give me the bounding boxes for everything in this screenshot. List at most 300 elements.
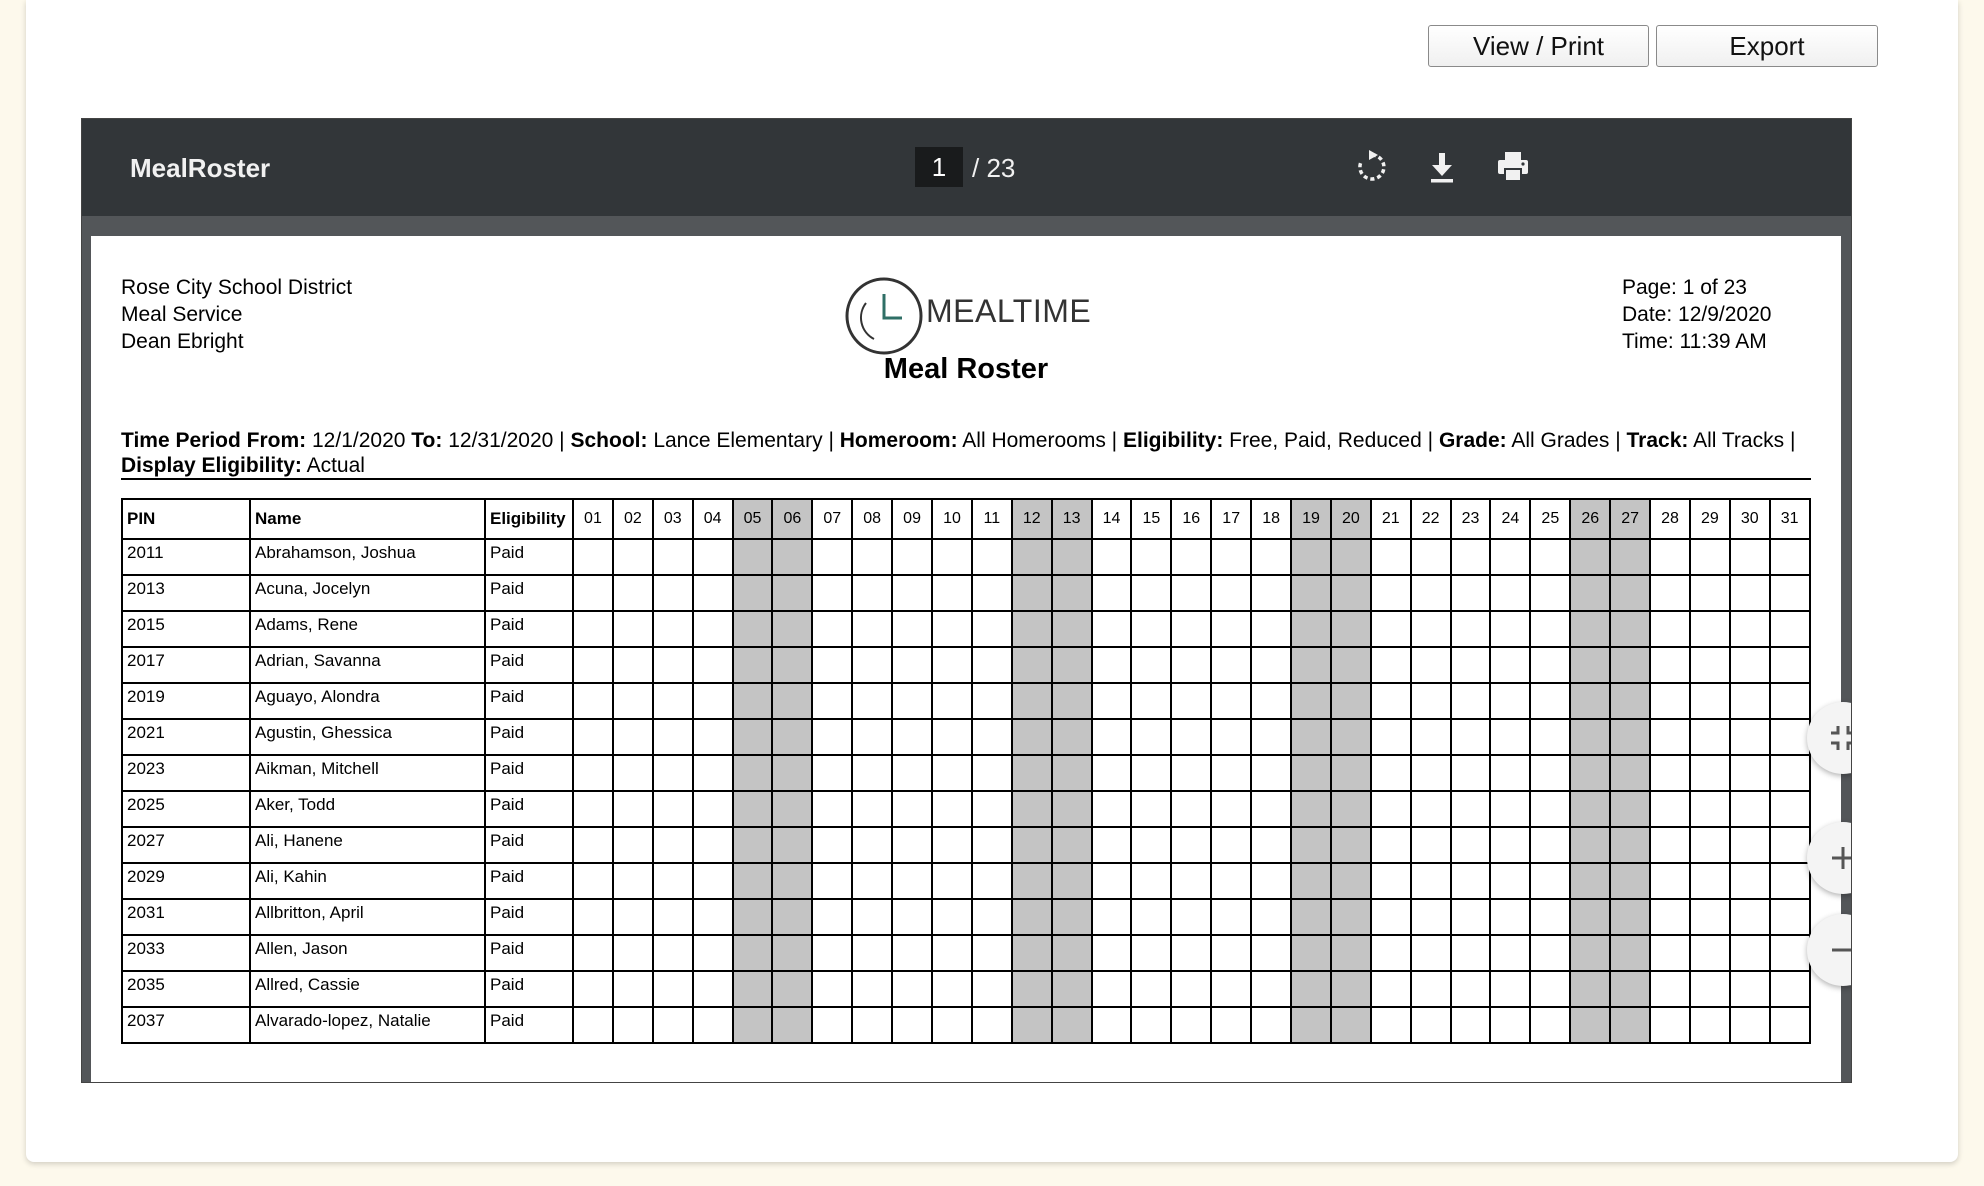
meal-cell: [1371, 791, 1411, 827]
meal-cell: [1530, 827, 1570, 863]
meal-cell: [1211, 719, 1251, 755]
student-name: Adams, Rene: [250, 611, 485, 647]
meal-cell: [1012, 755, 1052, 791]
day-header: 29: [1690, 499, 1730, 539]
meal-cell: [1251, 971, 1291, 1007]
meal-cell: [1730, 1007, 1770, 1043]
meal-cell: [772, 935, 812, 971]
meal-cell: [1211, 791, 1251, 827]
meal-cell: [852, 683, 892, 719]
meal-cell: [1012, 899, 1052, 935]
meal-cell: [1131, 899, 1171, 935]
meal-cell: [613, 755, 653, 791]
document-title: MealRoster: [130, 153, 271, 183]
meal-cell: [653, 863, 693, 899]
meal-cell: [812, 647, 852, 683]
meal-cell: [653, 683, 693, 719]
meal-cell: [1052, 539, 1092, 575]
meal-cell: [1211, 683, 1251, 719]
meal-cell: [1650, 863, 1690, 899]
meal-cell: [932, 791, 972, 827]
meal-cell: [1092, 935, 1132, 971]
meal-cell: [1251, 683, 1291, 719]
meal-cell: [1451, 683, 1491, 719]
meal-cell: [1730, 755, 1770, 791]
meal-cell: [1451, 827, 1491, 863]
print-icon[interactable]: [1493, 147, 1533, 187]
meal-cell: [1730, 647, 1770, 683]
meal-cell: [1211, 755, 1251, 791]
table-row: [122, 539, 1810, 575]
meal-cell: [972, 575, 1012, 611]
meal-cell: [812, 899, 852, 935]
meal-cell: [1131, 539, 1171, 575]
table-row: [122, 683, 1810, 719]
meal-cell: [932, 683, 972, 719]
meal-cell: [1291, 755, 1331, 791]
meal-cell: [1211, 827, 1251, 863]
meal-cell: [1012, 539, 1052, 575]
meal-cell: [1251, 935, 1291, 971]
student-name: Abrahamson, Joshua: [250, 539, 485, 575]
meal-cell: [1451, 575, 1491, 611]
meal-cell: [733, 863, 773, 899]
meal-cell: [1770, 863, 1810, 899]
meal-cell: [1331, 863, 1371, 899]
meal-cell: [733, 935, 773, 971]
meal-cell: [733, 755, 773, 791]
table-row: [122, 971, 1810, 1007]
student-eligibility: Paid: [485, 575, 573, 611]
meal-cell: [733, 899, 773, 935]
meal-cell: [1331, 1007, 1371, 1043]
student-pin: 2027: [122, 827, 250, 863]
meal-cell: [1610, 863, 1650, 899]
meal-cell: [932, 611, 972, 647]
meal-cell: [573, 647, 613, 683]
meal-cell: [613, 899, 653, 935]
meal-cell: [1092, 683, 1132, 719]
meal-cell: [1490, 827, 1530, 863]
student-eligibility: Paid: [485, 899, 573, 935]
meal-cell: [1690, 575, 1730, 611]
meal-cell: [892, 935, 932, 971]
day-header: 14: [1092, 499, 1132, 539]
meal-cell: [932, 863, 972, 899]
meal-cell: [1610, 647, 1650, 683]
meal-cell: [1530, 1007, 1570, 1043]
meal-cell: [1490, 1007, 1530, 1043]
meal-cell: [1451, 719, 1491, 755]
meal-cell: [932, 971, 972, 1007]
meal-cell: [1451, 611, 1491, 647]
meal-cell: [733, 719, 773, 755]
meal-cell: [1171, 899, 1211, 935]
student-name: Aker, Todd: [250, 791, 485, 827]
pdf-viewer: [81, 118, 1852, 1083]
meal-cell: [1331, 827, 1371, 863]
meal-cell: [1411, 683, 1451, 719]
meal-cell: [733, 827, 773, 863]
meal-cell: [932, 935, 972, 971]
meal-cell: [1052, 611, 1092, 647]
meal-cell: [733, 1007, 773, 1043]
meal-cell: [932, 755, 972, 791]
meal-cell: [1730, 719, 1770, 755]
viewer-toolbar: [82, 119, 1851, 216]
report-date: Date: 12/9/2020: [1622, 303, 1772, 326]
meal-cell: [1530, 971, 1570, 1007]
meal-cell: [1411, 863, 1451, 899]
meal-cell: [772, 1007, 812, 1043]
meal-cell: [1211, 611, 1251, 647]
meal-cell: [1530, 791, 1570, 827]
student-pin: 2023: [122, 755, 250, 791]
student-name: Ali, Kahin: [250, 863, 485, 899]
meal-cell: [1770, 575, 1810, 611]
page-number-input[interactable]: 1: [915, 147, 963, 187]
meal-cell: [812, 719, 852, 755]
meal-cell: [1770, 971, 1810, 1007]
table-row: [122, 611, 1810, 647]
student-eligibility: Paid: [485, 827, 573, 863]
day-header: 09: [892, 499, 932, 539]
meal-cell: [733, 791, 773, 827]
meal-cell: [613, 827, 653, 863]
meal-cell: [1012, 791, 1052, 827]
meal-cell: [772, 611, 812, 647]
meal-cell: [1530, 719, 1570, 755]
meal-cell: [573, 539, 613, 575]
meal-cell: [892, 827, 932, 863]
meal-cell: [1770, 539, 1810, 575]
table-row: [122, 575, 1810, 611]
day-header: 27: [1610, 499, 1650, 539]
meal-cell: [1331, 971, 1371, 1007]
meal-cell: [1570, 863, 1610, 899]
report-page: [91, 236, 1841, 1083]
meal-cell: [613, 971, 653, 1007]
meal-cell: [573, 971, 613, 1007]
meal-cell: [1331, 791, 1371, 827]
meal-cell: [1171, 863, 1211, 899]
meal-cell: [1092, 791, 1132, 827]
meal-cell: [1451, 935, 1491, 971]
meal-cell: [1052, 683, 1092, 719]
student-pin: 2033: [122, 935, 250, 971]
meal-cell: [1371, 647, 1411, 683]
meal-cell: [1610, 683, 1650, 719]
meal-cell: [892, 899, 932, 935]
meal-cell: [1131, 1007, 1171, 1043]
meal-cell: [772, 719, 812, 755]
meal-cell: [1171, 827, 1211, 863]
meal-cell: [693, 719, 733, 755]
meal-cell: [1331, 611, 1371, 647]
meal-cell: [1451, 971, 1491, 1007]
meal-cell: [1171, 611, 1211, 647]
student-name: Agustin, Ghessica: [250, 719, 485, 755]
meal-cell: [1131, 935, 1171, 971]
meal-cell: [892, 1007, 932, 1043]
meal-cell: [772, 575, 812, 611]
meal-cell: [1570, 575, 1610, 611]
day-header: 08: [852, 499, 892, 539]
meal-cell: [613, 539, 653, 575]
day-header: 05: [733, 499, 773, 539]
meal-cell: [693, 575, 733, 611]
report-time: Time: 11:39 AM: [1622, 330, 1767, 353]
meal-cell: [1530, 899, 1570, 935]
meal-cell: [1650, 539, 1690, 575]
meal-cell: [573, 935, 613, 971]
day-header: 12: [1012, 499, 1052, 539]
meal-cell: [1451, 791, 1491, 827]
student-eligibility: Paid: [485, 647, 573, 683]
meal-cell: [1530, 755, 1570, 791]
table-row: [122, 863, 1810, 899]
student-eligibility: Paid: [485, 719, 573, 755]
student-name: Allred, Cassie: [250, 971, 485, 1007]
student-name: Acuna, Jocelyn: [250, 575, 485, 611]
meal-cell: [1650, 935, 1690, 971]
meal-cell: [1251, 899, 1291, 935]
meal-cell: [1730, 539, 1770, 575]
meal-cell: [1291, 863, 1331, 899]
table-row: [122, 719, 1810, 755]
meal-cell: [1490, 863, 1530, 899]
meal-cell: [1411, 899, 1451, 935]
meal-cell: [1650, 611, 1690, 647]
zoom-in-icon: [1827, 842, 1852, 874]
student-pin: 2017: [122, 647, 250, 683]
meal-cell: [1610, 719, 1650, 755]
meal-cell: [1331, 755, 1371, 791]
meal-cell: [892, 683, 932, 719]
meal-cell: [892, 719, 932, 755]
day-header: 04: [693, 499, 733, 539]
meal-cell: [1331, 719, 1371, 755]
meal-cell: [1770, 1007, 1810, 1043]
meal-cell: [1690, 755, 1730, 791]
meal-cell: [613, 647, 653, 683]
meal-cell: [1012, 935, 1052, 971]
meal-cell: [1171, 971, 1211, 1007]
meal-cell: [693, 611, 733, 647]
meal-cell: [1650, 719, 1690, 755]
meal-cell: [1052, 755, 1092, 791]
meal-cell: [1770, 755, 1810, 791]
meal-cell: [693, 647, 733, 683]
meal-cell: [1251, 755, 1291, 791]
meal-cell: [1211, 539, 1251, 575]
meal-cell: [812, 1007, 852, 1043]
meal-cell: [1451, 539, 1491, 575]
meal-cell: [1690, 539, 1730, 575]
meal-cell: [1092, 719, 1132, 755]
meal-cell: [1171, 791, 1211, 827]
day-header: 19: [1291, 499, 1331, 539]
meal-cell: [852, 935, 892, 971]
meal-cell: [1371, 611, 1411, 647]
meal-cell: [1092, 971, 1132, 1007]
meal-cell: [1411, 611, 1451, 647]
meal-cell: [1251, 719, 1291, 755]
meal-cell: [693, 899, 733, 935]
meal-cell: [1331, 899, 1371, 935]
meal-cell: [693, 755, 733, 791]
meal-cell: [852, 539, 892, 575]
meal-cell: [1650, 1007, 1690, 1043]
district-name: Rose City School District: [121, 276, 353, 299]
day-header: 23: [1451, 499, 1491, 539]
meal-cell: [1570, 899, 1610, 935]
meal-cell: [1570, 1007, 1610, 1043]
meal-cell: [733, 971, 773, 1007]
meal-cell: [1371, 827, 1411, 863]
meal-cell: [892, 863, 932, 899]
meal-cell: [1570, 971, 1610, 1007]
meal-cell: [1490, 935, 1530, 971]
meal-cell: [693, 539, 733, 575]
meal-cell: [1690, 683, 1730, 719]
meal-cell: [972, 827, 1012, 863]
meal-cell: [613, 683, 653, 719]
meal-cell: [653, 539, 693, 575]
meal-cell: [1012, 1007, 1052, 1043]
meal-cell: [1291, 899, 1331, 935]
meal-cell: [1730, 611, 1770, 647]
meal-cell: [892, 755, 932, 791]
meal-cell: [613, 719, 653, 755]
meal-cell: [1770, 719, 1810, 755]
meal-cell: [1052, 935, 1092, 971]
meal-cell: [1291, 971, 1331, 1007]
day-header: 06: [772, 499, 812, 539]
page-info: Page: 1 of 23: [1622, 276, 1747, 299]
student-name: Aguayo, Alondra: [250, 683, 485, 719]
meal-cell: [1451, 755, 1491, 791]
meal-cell: [1251, 827, 1291, 863]
meal-cell: [1730, 827, 1770, 863]
meal-cell: [972, 539, 1012, 575]
table-row: [122, 791, 1810, 827]
meal-cell: [812, 971, 852, 1007]
zoom-out-icon: [1827, 934, 1852, 966]
meal-cell: [613, 1007, 653, 1043]
meal-cell: [1690, 1007, 1730, 1043]
meal-cell: [812, 935, 852, 971]
meal-cell: [1411, 575, 1451, 611]
meal-cell: [693, 1007, 733, 1043]
meal-cell: [1530, 935, 1570, 971]
meal-cell: [1650, 755, 1690, 791]
meal-cell: [1371, 971, 1411, 1007]
meal-cell: [1530, 863, 1570, 899]
meal-cell: [1052, 719, 1092, 755]
meal-cell: [1291, 539, 1331, 575]
meal-cell: [1610, 755, 1650, 791]
meal-cell: [1131, 791, 1171, 827]
column-header-pin: PIN: [122, 499, 250, 539]
meal-cell: [1530, 647, 1570, 683]
meal-cell: [812, 575, 852, 611]
view-print-button[interactable]: View / Print: [1428, 25, 1649, 67]
meal-cell: [812, 539, 852, 575]
meal-cell: [852, 611, 892, 647]
meal-cell: [972, 935, 1012, 971]
meal-cell: [1131, 827, 1171, 863]
meal-cell: [573, 1007, 613, 1043]
meal-cell: [932, 647, 972, 683]
meal-cell: [1570, 755, 1610, 791]
meal-cell: [1092, 539, 1132, 575]
meal-cell: [573, 863, 613, 899]
meal-cell: [1092, 899, 1132, 935]
day-header: 16: [1171, 499, 1211, 539]
download-icon[interactable]: [1422, 147, 1462, 187]
meal-cell: [573, 683, 613, 719]
meal-cell: [1092, 827, 1132, 863]
report-criteria: Time Period From: 12/1/2020 To: 12/31/2020 | School: Lance Elementary | Homeroom: All Homerooms | Eligibility: Free, Paid, Reduced | Grade: All Grades | Track: All Tracks | Display Eligibility: Actual: [121, 428, 1811, 480]
meal-cell: [1530, 575, 1570, 611]
meal-cell: [1650, 971, 1690, 1007]
meal-cell: [1490, 611, 1530, 647]
day-header: 18: [1251, 499, 1291, 539]
fit-icon: [1827, 722, 1852, 754]
student-pin: 2021: [122, 719, 250, 755]
meal-cell: [1251, 575, 1291, 611]
meal-cell: [1770, 647, 1810, 683]
meal-cell: [1730, 575, 1770, 611]
meal-cell: [1291, 611, 1331, 647]
day-header: 02: [613, 499, 653, 539]
report-title: Meal Roster: [883, 353, 1049, 385]
meal-cell: [1171, 719, 1211, 755]
meal-cell: [932, 575, 972, 611]
meal-cell: [892, 575, 932, 611]
meal-cell: [1610, 935, 1650, 971]
meal-cell: [1371, 755, 1411, 791]
meal-cell: [1411, 971, 1451, 1007]
meal-cell: [852, 575, 892, 611]
meal-cell: [1131, 647, 1171, 683]
meal-cell: [573, 791, 613, 827]
meal-cell: [1211, 575, 1251, 611]
meal-cell: [1610, 791, 1650, 827]
meal-cell: [1371, 935, 1411, 971]
export-button[interactable]: Export: [1656, 25, 1878, 67]
department-name: Meal Service: [121, 303, 243, 326]
meal-cell: [1451, 647, 1491, 683]
meal-cell: [1690, 719, 1730, 755]
student-pin: 2013: [122, 575, 250, 611]
meal-cell: [1052, 575, 1092, 611]
meal-cell: [892, 971, 932, 1007]
meal-cell: [1570, 935, 1610, 971]
meal-cell: [1770, 899, 1810, 935]
meal-cell: [852, 1007, 892, 1043]
meal-cell: [932, 719, 972, 755]
meal-cell: [1570, 719, 1610, 755]
meal-cell: [1690, 863, 1730, 899]
student-pin: 2031: [122, 899, 250, 935]
meal-cell: [1490, 755, 1530, 791]
rotate-icon[interactable]: [1352, 147, 1392, 187]
meal-cell: [1610, 539, 1650, 575]
meal-cell: [1690, 791, 1730, 827]
meal-cell: [932, 539, 972, 575]
